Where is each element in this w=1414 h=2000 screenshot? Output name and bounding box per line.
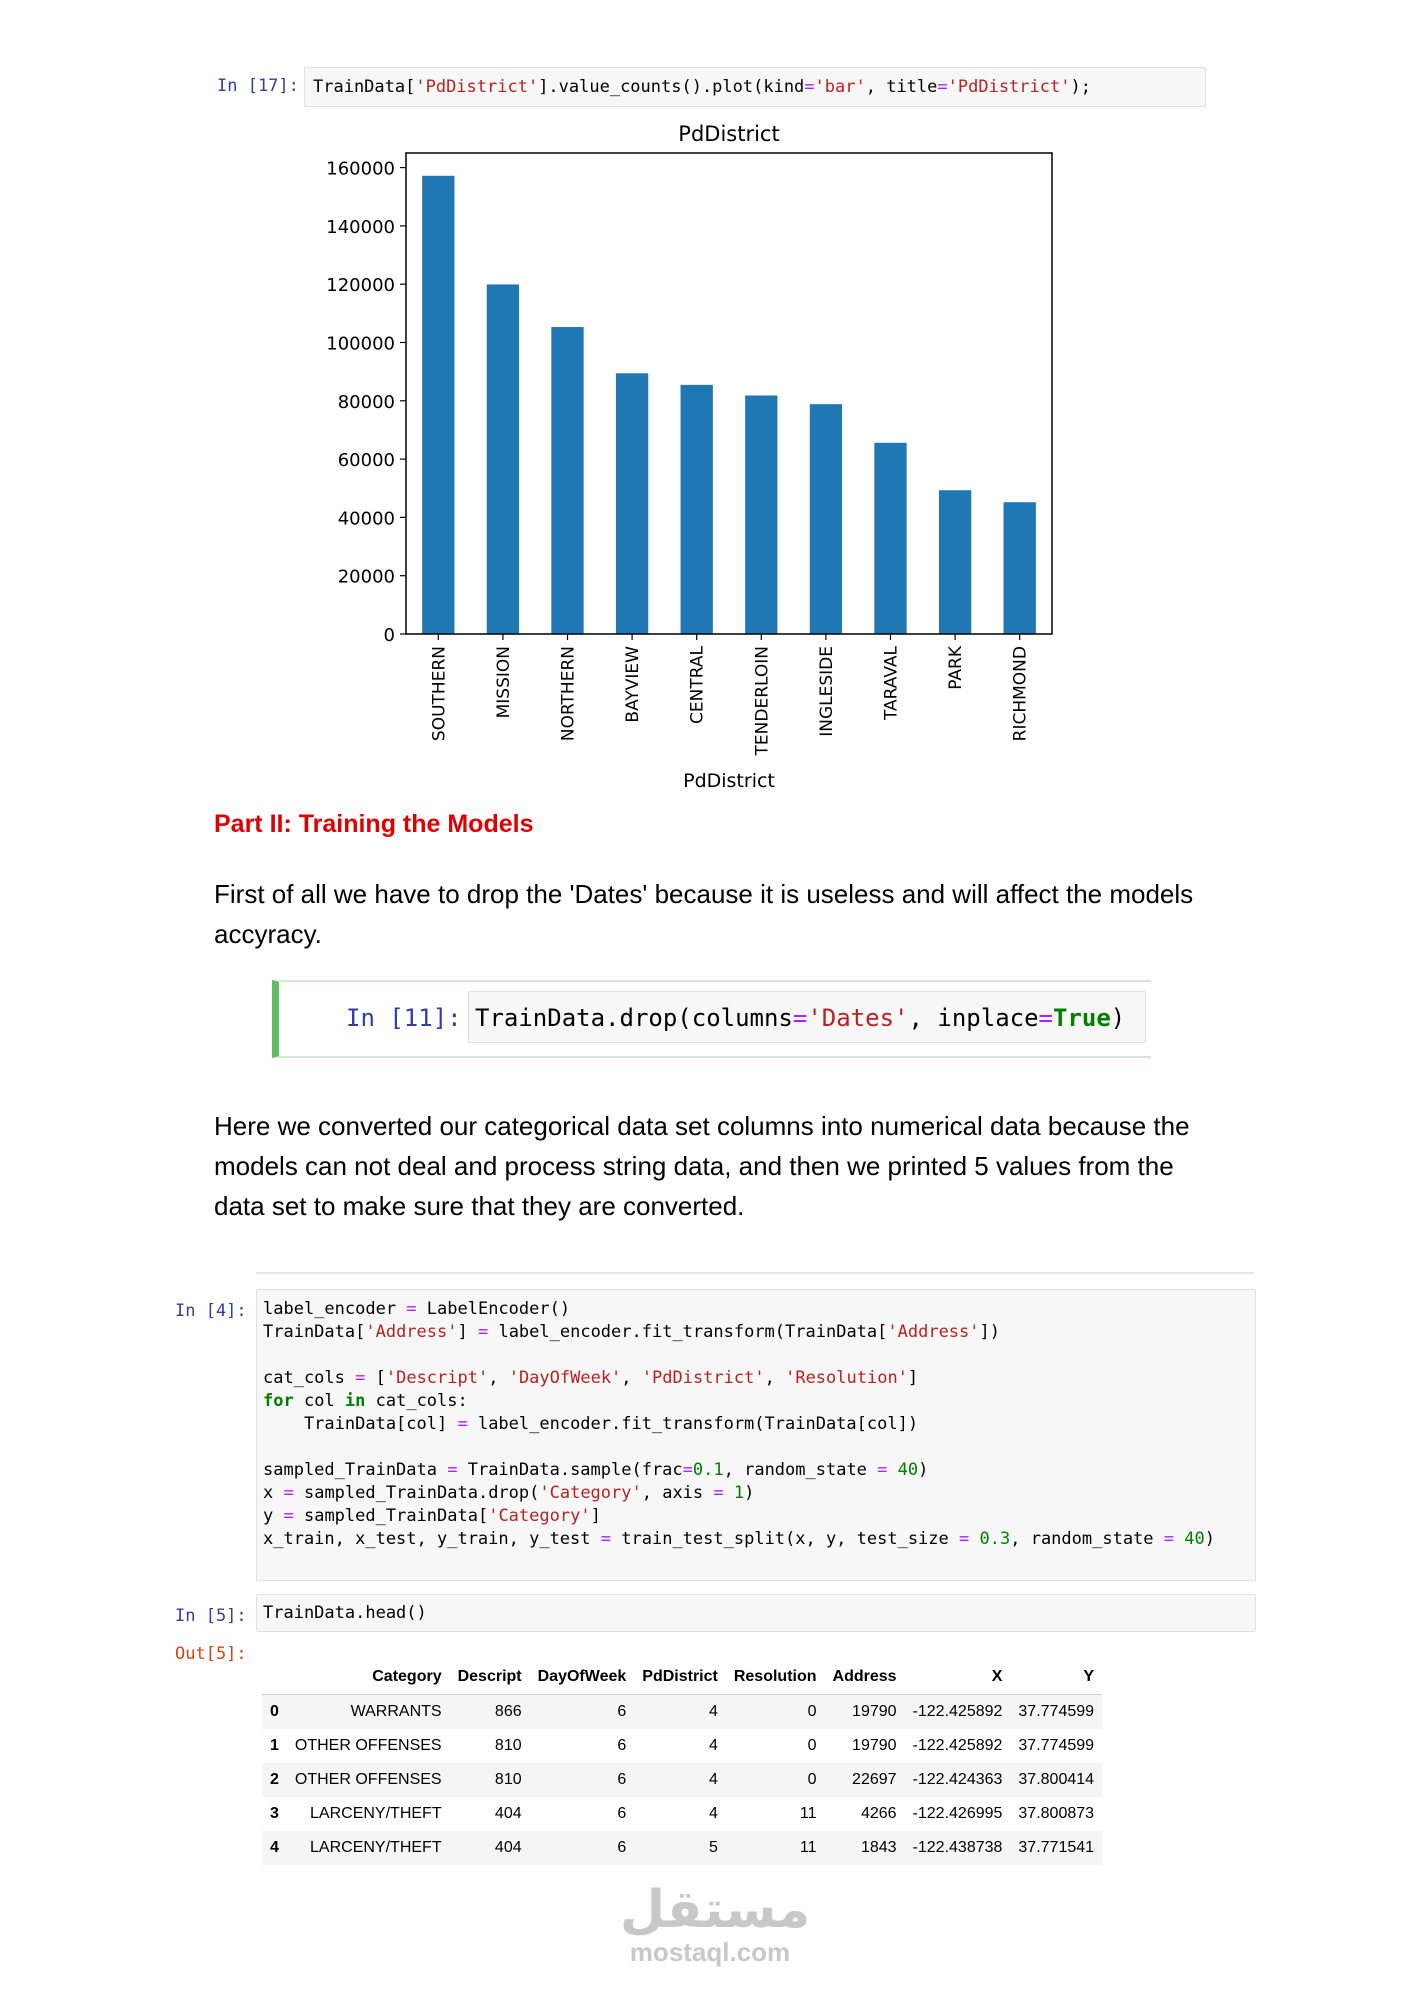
y-tick-label: 160000 xyxy=(326,158,395,180)
x-tick-label: RICHMOND xyxy=(1010,646,1031,742)
table-cell: 6 xyxy=(530,1763,635,1797)
column-header: X xyxy=(905,1660,1011,1695)
table-cell: -122.438738 xyxy=(905,1831,1011,1865)
table-row xyxy=(262,1831,1102,1865)
y-tick-label: 140000 xyxy=(326,216,395,238)
dataframe-output xyxy=(262,1660,1102,1865)
code-cell-5[interactable] xyxy=(256,1594,1256,1632)
code-line: TrainData.head() xyxy=(263,1603,427,1623)
table-cell: 0 xyxy=(726,1695,825,1730)
row-index: 1 xyxy=(270,1737,279,1754)
table-cell: 866 xyxy=(450,1695,530,1730)
table-cell: 0 xyxy=(807,1737,817,1754)
y-tick-label: 60000 xyxy=(337,450,395,472)
table-cell: 404 xyxy=(450,1831,530,1865)
bar-mission xyxy=(487,284,519,634)
column-header: Descript xyxy=(450,1660,530,1695)
table-cell: 404 xyxy=(494,1805,522,1822)
table-cell: 6 xyxy=(530,1831,635,1865)
code-cell-11[interactable] xyxy=(468,991,1146,1043)
table-cell: 4 xyxy=(634,1763,726,1797)
table-cell: 1843 xyxy=(825,1831,905,1865)
table-cell: 6 xyxy=(617,1805,627,1822)
table-cell: 4 xyxy=(708,1737,718,1754)
table-row xyxy=(262,1763,1102,1797)
x-tick-label: TARAVAL xyxy=(881,646,902,721)
y-tick-label: 100000 xyxy=(326,333,395,355)
cell-prompt-11: In [11]: xyxy=(346,1004,462,1032)
cell-prompt-4: In [4]: xyxy=(175,1301,247,1321)
table-cell: 11 xyxy=(799,1805,817,1822)
table-cell: -122.424363 xyxy=(905,1763,1011,1797)
x-tick-label: PARK xyxy=(946,646,967,690)
table-cell: 37.800873 xyxy=(1018,1805,1095,1822)
table-row xyxy=(262,1695,1102,1730)
table-cell: 4 xyxy=(708,1805,718,1822)
bar-southern xyxy=(422,176,454,634)
code-line: TrainData.drop(columns='Dates', inplace=True) xyxy=(475,1004,1126,1032)
x-axis-label: PdDistrict xyxy=(683,770,775,792)
x-tick-label: BAYVIEW xyxy=(623,646,644,723)
row-index: 0 xyxy=(262,1695,287,1730)
code-line: TrainData['PdDistrict'].value_counts().plot(kind='bar', title='PdDistrict'); xyxy=(313,77,1091,97)
cell-divider xyxy=(256,1272,1254,1274)
row-index: 3 xyxy=(270,1805,279,1822)
y-tick-label: 120000 xyxy=(326,275,395,297)
paragraph-drop-dates: First of all we have to drop the 'Dates' because it is useless and will affect the models accyracy. xyxy=(214,879,1194,949)
x-tick-label: CENTRAL xyxy=(687,646,708,724)
watermark-arabic: مستقل xyxy=(620,1880,811,1940)
column-header: Address xyxy=(825,1660,905,1695)
table-cell: OTHER OFFENSES xyxy=(287,1763,450,1797)
x-tick-label: TENDERLOIN xyxy=(752,646,773,756)
table-cell: 0 xyxy=(726,1763,825,1797)
x-tick-label: SOUTHERN xyxy=(429,646,450,742)
section-heading: Part II: Training the Models xyxy=(214,810,534,838)
bar-ingleside xyxy=(810,404,842,634)
x-tick-label: MISSION xyxy=(493,646,514,719)
column-header: Resolution xyxy=(726,1660,825,1695)
table-cell: WARRANTS xyxy=(287,1695,450,1730)
table-cell: 4266 xyxy=(860,1805,897,1822)
bar-taraval xyxy=(874,443,906,634)
table-cell: -122.426995 xyxy=(912,1805,1003,1822)
table-cell: 37.771541 xyxy=(1010,1831,1102,1865)
bar-park xyxy=(939,490,971,634)
table-cell: OTHER OFFENSES xyxy=(294,1737,442,1754)
y-tick-label: 40000 xyxy=(337,508,395,530)
y-tick-label: 20000 xyxy=(337,566,395,588)
column-header: PdDistrict xyxy=(634,1660,726,1695)
code-cell-4[interactable] xyxy=(256,1289,1256,1581)
table-cell: 37.800414 xyxy=(1010,1763,1102,1797)
table-cell: LARCENY/THEFT xyxy=(310,1805,442,1822)
column-header: DayOfWeek xyxy=(530,1660,635,1695)
y-tick-label: 0 xyxy=(383,625,395,646)
mostaql-watermark xyxy=(620,1880,811,1967)
table-cell: -122.425892 xyxy=(912,1737,1003,1754)
cell-prompt-17: In [17]: xyxy=(217,76,299,96)
table-cell: 810 xyxy=(450,1763,530,1797)
bar-central xyxy=(681,385,713,634)
pddistrict-bar-chart xyxy=(0,0,1414,800)
watermark-latin: mostaql.com xyxy=(629,1937,791,1967)
code-block: label_encoder = LabelEncoder() TrainData['Address'] = label_encoder.fit_transform(TrainData['Address']) cat_cols = ['Descript', 'DayOfWeek', 'PdDistrict', 'Resolution'] for col in cat_cols: TrainData[col] = label_encoder.fit_transform(TrainData[col]) sampled_TrainData = TrainData.sample(frac=0.1, random_state = 40) x = sampled_TrainData.drop('Category', axis = 1) y = sampled_TrainData['Category'] x_train, x_test, y_train, y_test = train_test_split(x, y, test_size = 0.3, random_state = 40) xyxy=(263,1299,1215,1549)
y-tick-label: 80000 xyxy=(337,391,395,413)
bar-richmond xyxy=(1004,502,1036,634)
table-cell: 810 xyxy=(494,1737,522,1754)
table-cell: 5 xyxy=(634,1831,726,1865)
table-cell: 4 xyxy=(634,1695,726,1730)
chart-title: PdDistrict xyxy=(678,122,780,146)
table-row xyxy=(262,1797,1102,1831)
table-row xyxy=(262,1729,1102,1763)
table-cell: 37.774599 xyxy=(1018,1737,1095,1754)
column-header xyxy=(262,1660,287,1695)
table-cell: -122.425892 xyxy=(905,1695,1011,1730)
bar-tenderloin xyxy=(745,396,777,634)
cell-prompt-5: In [5]: xyxy=(175,1606,247,1626)
table-cell: 11 xyxy=(726,1831,825,1865)
table-cell: 37.774599 xyxy=(1010,1695,1102,1730)
table-cell: 19790 xyxy=(852,1737,897,1754)
out-prompt-5: Out[5]: xyxy=(175,1644,247,1664)
table-cell: 19790 xyxy=(825,1695,905,1730)
x-tick-label: INGLESIDE xyxy=(816,646,837,737)
table-cell: 22697 xyxy=(825,1763,905,1797)
row-index: 2 xyxy=(262,1763,287,1797)
column-header: Y xyxy=(1010,1660,1102,1695)
dataframe-table xyxy=(262,1660,1102,1865)
column-header: Category xyxy=(287,1660,450,1695)
table-cell: LARCENY/THEFT xyxy=(287,1831,450,1865)
bar-northern xyxy=(551,327,583,634)
row-index: 4 xyxy=(262,1831,287,1865)
bar-bayview xyxy=(616,373,648,634)
x-tick-label: NORTHERN xyxy=(558,646,579,742)
paragraph-converted: Here we converted our categorical data set columns into numerical data because the models can not deal and process string data, and then we printed 5 values from the data set to make sure that they are converted. xyxy=(214,1111,1190,1221)
table-header-row xyxy=(262,1660,1102,1695)
table-cell: 6 xyxy=(530,1695,635,1730)
table-cell: 6 xyxy=(617,1737,627,1754)
